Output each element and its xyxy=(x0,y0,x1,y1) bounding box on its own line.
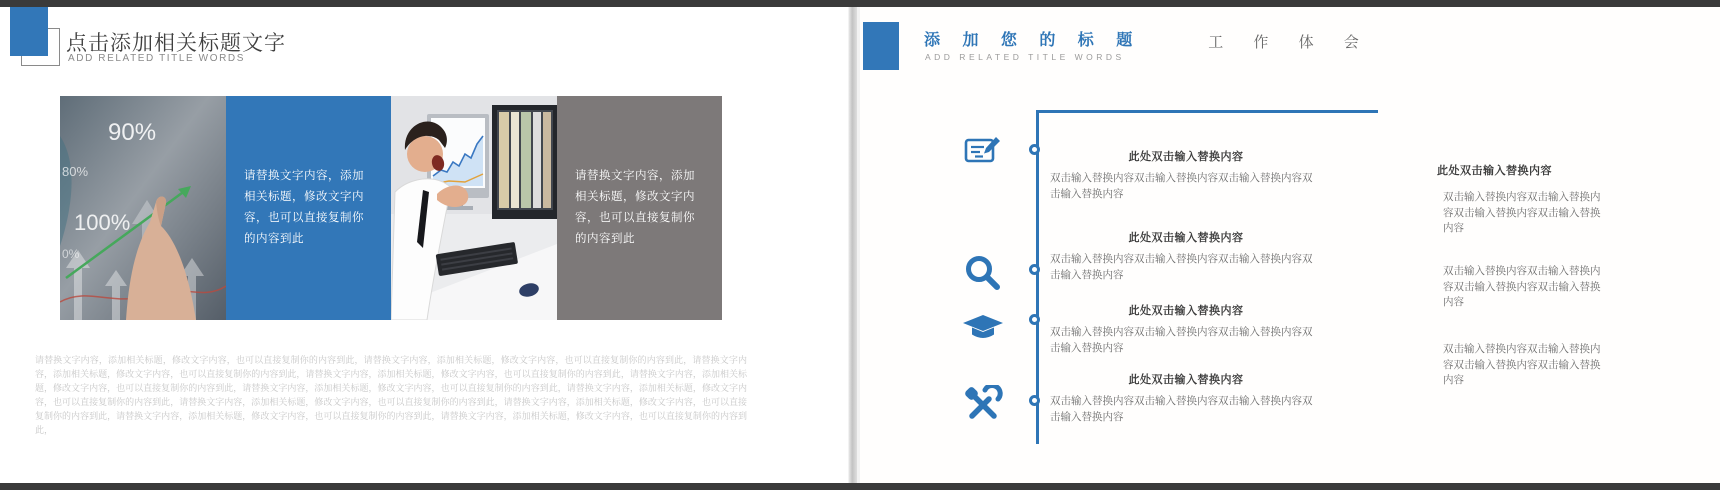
block-body: 双击输入替换内容双击输入替换内容双击输入替换内容双击输入替换内容 xyxy=(1050,172,1313,200)
block-body: 双击输入替换内容双击输入替换内容双击输入替换内容双击输入替换内容 xyxy=(1050,395,1313,423)
gray-text-box[interactable] xyxy=(557,96,722,320)
block-heading: 此处双击输入替换内容 xyxy=(1128,151,1244,163)
right-column-paragraph-3[interactable]: 双击输入替换内容双击输入替换内容双击输入替换内容双击输入替换内容 xyxy=(1443,343,1601,386)
search-icon xyxy=(963,253,1003,293)
label-90: 90% xyxy=(108,119,157,146)
label-0: 0% xyxy=(62,247,80,261)
right-column-paragraph-1[interactable]: 双击输入替换内容双击输入替换内容双击输入替换内容双击输入替换内容 xyxy=(1443,191,1601,234)
graduation-cap-icon xyxy=(963,309,1003,349)
photo-growth-chart[interactable] xyxy=(60,96,226,320)
right-slide-title[interactable]: 添 加 您 的 标 题 xyxy=(924,32,1142,49)
tools-icon xyxy=(963,385,1003,425)
right-monitor xyxy=(492,105,557,219)
topic-heading[interactable]: 工 作 体 会 xyxy=(1208,34,1372,51)
timeline-node-4 xyxy=(1029,395,1040,406)
timeline-top-line xyxy=(1036,110,1378,113)
growth-photo-graphic xyxy=(60,96,226,320)
slide-left xyxy=(0,7,848,483)
left-slide-subtitle: ADD RELATED TITLE WORDS xyxy=(68,53,246,64)
title-accent-square xyxy=(863,22,899,70)
right-slide-subtitle: ADD RELATED TITLE WORDS xyxy=(925,52,1125,62)
photo-trader[interactable] xyxy=(391,96,557,320)
block-heading: 此处双击输入替换内容 xyxy=(1128,232,1244,244)
label-100: 100% xyxy=(74,210,131,235)
content-strip xyxy=(60,96,722,320)
left-slide-title[interactable]: 点击添加相关标题文字 xyxy=(66,32,286,55)
timeline-block-3[interactable] xyxy=(1050,302,1322,356)
top-border-bar xyxy=(0,0,1720,7)
blue-text-box[interactable] xyxy=(226,96,391,320)
timeline-node-3 xyxy=(1029,314,1040,325)
trader-photo-graphic xyxy=(391,96,557,320)
block-heading: 此处双击输入替换内容 xyxy=(1128,374,1244,386)
slide-right xyxy=(860,7,1720,483)
left-slide-paragraph[interactable]: 请替换文字内容，添加相关标题，修改文字内容，也可以直接复制你的内容到此，请替换文字内容，添加相关标题，修改文字内容，也可以直接复制你的内容到此，请替换文字内容，添加相关标题，修改文字内容，也可以直接复制你的内容到此，请替换文字内容，添加相关标题，修改文字内容，也可以直接复制你的内容到此，请替换文字内容，添加相关标题，修改文字内容，也可以直接复制你的内容到此，请替换文字内容，添加相关标题，修改文字内容，也可以直接复制你的内容到此，请替换文字内容，添加相关标题，修改文字内容，也可以直接复制你的内容到此，请替换文字内容，添加相关标题，修改文字内容，也可以直接复制你的内容到此，请替换文字内容，添加相关标题，修改文字内容，也可以直接复制你的内容到此，请替换文字内容，添加相关标题，修改文字内容，也可以直接复制你的内容到此，请替换文字内容，添加相关标题，修改文字内容，也可以直接复制你的内容到此， xyxy=(35,355,747,435)
slide-divider xyxy=(849,0,857,490)
title-accent-square xyxy=(10,7,48,56)
edit-note-icon xyxy=(963,131,1003,171)
right-column-paragraph-2[interactable]: 双击输入替换内容双击输入替换内容双击输入替换内容双击输入替换内容 xyxy=(1443,265,1601,308)
gray-box-text: 请替换文字内容，添加相关标题，修改文字内容，也可以直接复制你的内容到此 xyxy=(575,170,695,245)
block-heading: 此处双击输入替换内容 xyxy=(1128,305,1244,317)
right-column-heading[interactable]: 此处双击输入替换内容 xyxy=(1437,165,1552,177)
timeline-vertical-line xyxy=(1036,110,1039,444)
block-body: 双击输入替换内容双击输入替换内容双击输入替换内容双击输入替换内容 xyxy=(1050,253,1313,281)
label-80: 80% xyxy=(62,164,89,179)
bottom-border-bar xyxy=(0,483,1720,490)
timeline-block-1[interactable] xyxy=(1050,148,1322,202)
timeline-node-2 xyxy=(1029,264,1040,275)
timeline-node-1 xyxy=(1029,144,1040,155)
timeline-block-2[interactable] xyxy=(1050,229,1322,283)
timeline-block-4[interactable] xyxy=(1050,371,1322,425)
block-body: 双击输入替换内容双击输入替换内容双击输入替换内容双击输入替换内容 xyxy=(1050,326,1313,354)
blue-box-text: 请替换文字内容，添加相关标题，修改文字内容，也可以直接复制你的内容到此 xyxy=(244,170,364,245)
